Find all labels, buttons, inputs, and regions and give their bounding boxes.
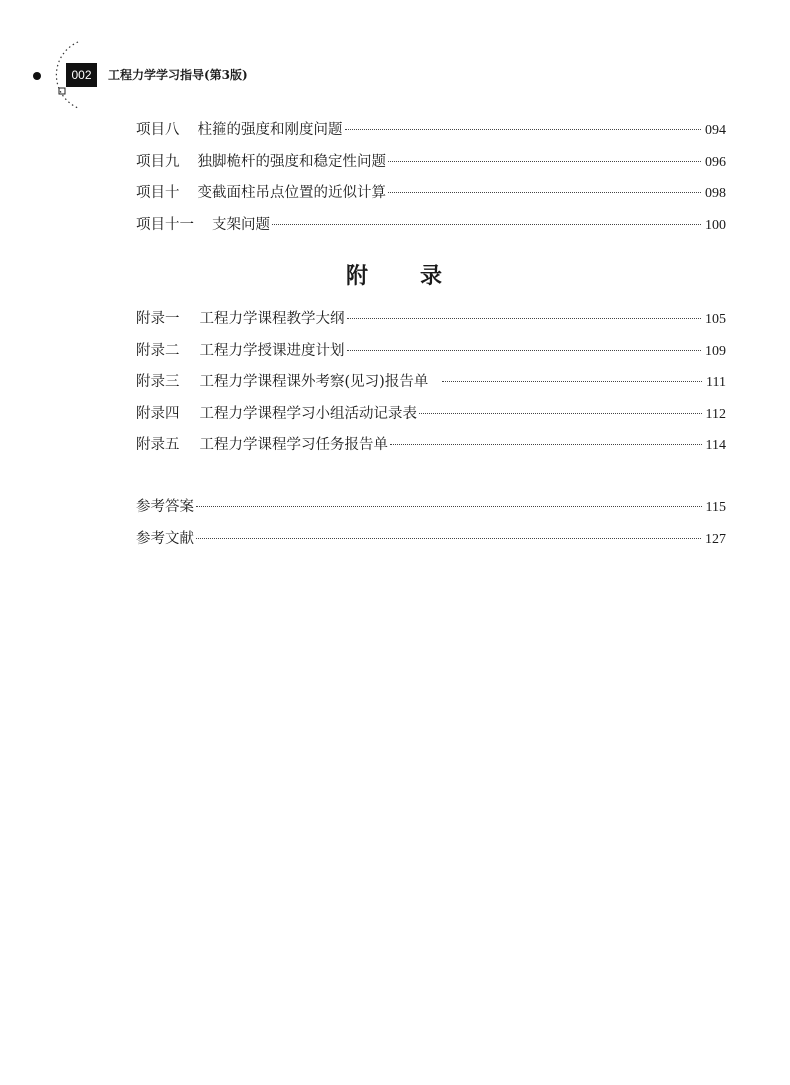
toc-leader-dots [419,413,702,414]
toc-entry[interactable] [136,433,726,465]
toc-leader-dots [442,381,702,382]
toc-entry-title: 工程力学课程课外考察(见习)报告单 [199,374,429,390]
toc-entry-title: 工程力学授课进度计划 [199,342,345,359]
toc-entry-title: 参考答案 [136,499,194,515]
toc-entry-title: 工程力学课程学习任务报告单 [199,437,388,453]
toc-entry-label: 项目八 [136,122,180,138]
toc-leader-dots [196,538,701,539]
toc-entry-label: 项目九 [136,153,180,170]
toc-entry[interactable] [136,402,726,434]
toc-entry-page: 094 [705,123,726,138]
appendix-heading-char: 录 [420,263,445,289]
appendix-heading [0,259,790,290]
toc-entry[interactable] [136,370,726,402]
toc-projects [136,118,726,244]
toc-entry-label: 附录四 [136,405,180,422]
toc-entry-title: 变截面柱吊点位置的近似计算 [197,185,386,201]
toc-entry[interactable] [136,307,726,339]
toc-entry[interactable] [136,527,726,559]
toc-entry-title: 工程力学课程教学大纲 [199,311,345,327]
toc-entry[interactable] [136,213,726,245]
toc-leader-dots [388,161,701,162]
toc-entry-label: 项目十一 [136,216,194,233]
toc-entry-title: 独脚桅杆的强度和稳定性问题 [197,153,386,170]
toc-entry-page: 127 [705,531,726,547]
toc-appendix [136,307,726,465]
toc-entry[interactable] [136,339,726,371]
toc-entry-page: 105 [705,312,726,327]
page-header [0,0,790,120]
page-number: 002 [66,63,97,87]
toc-leader-dots [196,506,702,507]
toc-entry-label: 附录一 [136,311,180,327]
toc-entry[interactable] [136,118,726,150]
toc-entry-page: 098 [705,186,726,201]
toc-entry-label: 附录五 [136,437,180,453]
toc-entry-page: 109 [705,343,726,359]
toc-entry-page: 096 [705,154,726,170]
toc-entry-page: 100 [705,217,726,233]
toc-entry-title: 工程力学课程学习小组活动记录表 [199,405,417,422]
toc-entry[interactable] [136,150,726,182]
toc-leader-dots [345,129,702,130]
toc-entry-label: 项目十 [136,185,180,201]
toc-entry-page: 112 [705,406,726,422]
toc-leader-dots [390,444,702,445]
toc-leader-dots [347,350,702,351]
toc-entry-title: 参考文献 [136,530,194,547]
toc-leader-dots [272,224,701,225]
header-decoration-arc [0,0,120,120]
toc-entry-page: 115 [705,500,726,515]
appendix-heading-char: 附 [345,263,370,289]
toc-entry-page: 114 [705,438,726,453]
toc-entry-title: 柱箍的强度和刚度问题 [197,122,343,138]
toc-entry-label: 附录三 [136,374,180,390]
toc-references [136,495,726,558]
toc-entry[interactable] [136,181,726,213]
toc-entry-page: 111 [706,375,726,390]
toc-leader-dots [388,192,701,193]
toc-entry-label: 附录二 [136,342,180,359]
toc-entry[interactable] [136,495,726,527]
toc-leader-dots [347,318,702,319]
toc-entry-title: 支架问题 [212,216,270,233]
book-title: 工程力学学习指导(第3版) [108,68,248,82]
